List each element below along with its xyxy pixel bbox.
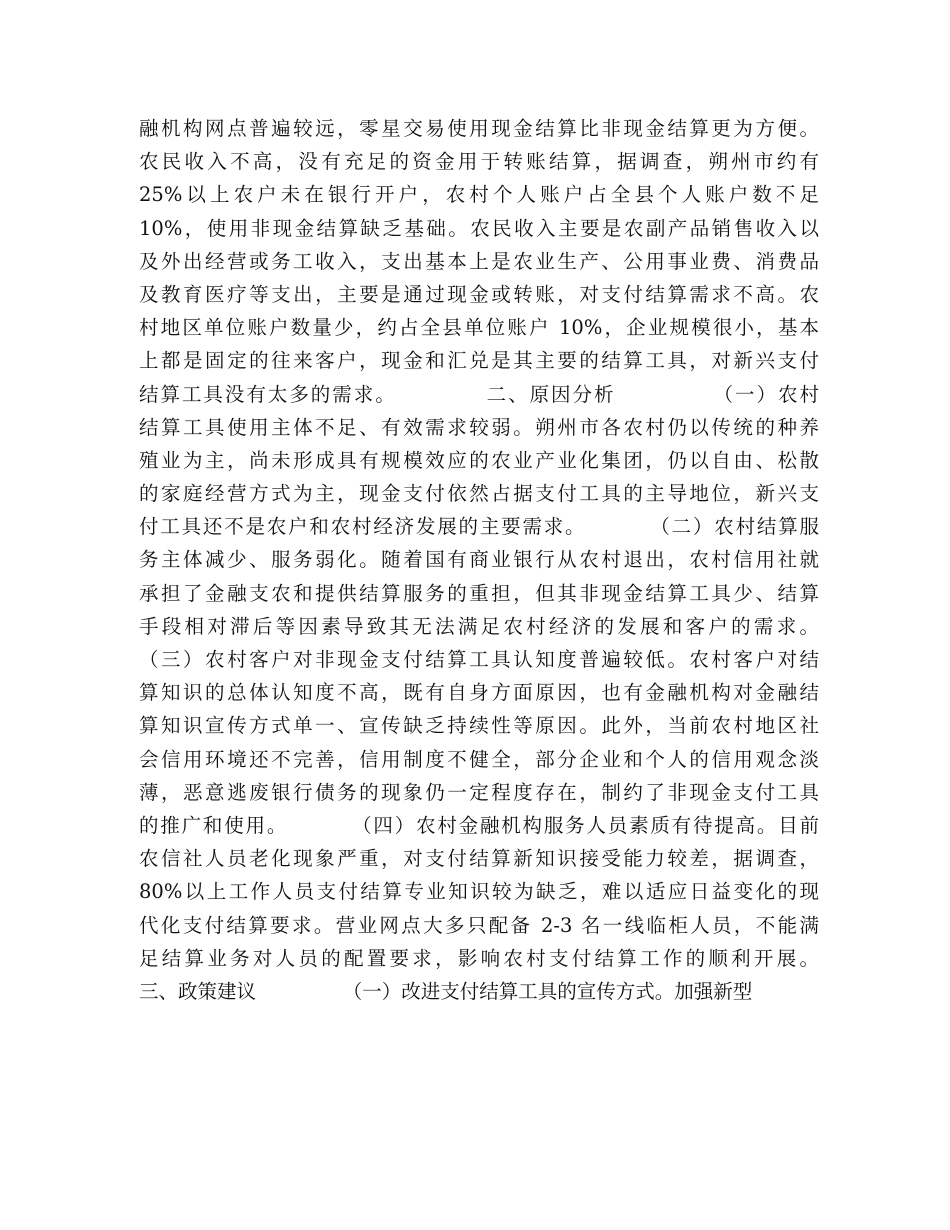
text-line-3: 25%以上农户未在银行开户，农村个人账户占全县个人账户数不足 (139, 183, 819, 207)
text-line-26: 足结算业务对人员的配置要求，影响农村支付结算工作的顺利开展。 (139, 946, 819, 970)
text-line-22: 的推广和使用。 （四）农村金融机构服务人员素质有待提高。目前 (139, 813, 819, 837)
text-line-12: 的家庭经营方式为主，现金支付依然占据支付工具的主导地位，新兴支 (139, 482, 819, 506)
text-line-27: 三、政策建议 （一）改进支付结算工具的宣传方式。加强新型 (139, 979, 753, 1003)
text-line-8: 上都是固定的往来客户，现金和汇兑是其主要的结算工具，对新兴支付 (139, 349, 819, 373)
text-line-13: 付工具还不是农户和农村经济发展的主要需求。 （二）农村结算服 (139, 515, 819, 539)
text-line-24: 80%以上工作人员支付结算专业知识较为缺乏，难以适应日益变化的现 (139, 880, 819, 904)
text-line-14: 务主体减少、服务弱化。随着国有商业银行从农村退出，农村信用社就 (139, 548, 819, 572)
text-line-5: 及外出经营或务工收入，支出基本上是农业生产、公用事业费、消费品 (139, 249, 819, 273)
text-line-25: 代化支付结算要求。营业网点大多只配备 2-3 名一线临柜人员，不能满 (139, 913, 819, 937)
text-line-17: （三）农村客户对非现金支付结算工具认知度普遍较低。农村客户对结 (139, 648, 819, 671)
text-line-18: 算知识的总体认知度不高，既有自身方面原因，也有金融机构对金融结 (139, 681, 819, 705)
text-line-23: 农信社人员老化现象严重，对支付结算新知识接受能力较差，据调查， (139, 847, 819, 871)
text-line-1: 融机构网点普遍较远，零星交易使用现金结算比非现金结算更为方便。 (139, 117, 819, 140)
text-line-16: 手段相对滞后等因素导致其无法满足农村经济的发展和客户的需求。 (139, 614, 819, 638)
body-text (139, 112, 819, 1008)
text-line-21: 薄，恶意逃废银行债务的现象仍一定程度存在，制约了非现金支付工具 (139, 780, 819, 804)
text-line-4: 10%，使用非现金结算缺乏基础。农民收入主要是农副产品销售收入以 (139, 216, 819, 240)
text-line-20: 会信用环境还不完善，信用制度不健全，部分企业和个人的信用观念淡 (139, 747, 819, 771)
text-line-19: 算知识宣传方式单一、宣传缺乏持续性等原因。此外，当前农村地区社 (139, 714, 819, 738)
text-line-15: 承担了金融支农和提供结算服务的重担，但其非现金结算工具少、结算 (139, 581, 819, 605)
text-line-10: 结算工具使用主体不足、有效需求较弱。朔州市各农村仍以传统的种养 (139, 415, 819, 439)
text-line-7: 村地区单位账户数量少，约占全县单位账户 10%，企业规模很小，基本 (139, 316, 819, 340)
text-line-9: 结算工具没有太多的需求。 二、原因分析 （一）农村 (139, 382, 819, 406)
text-line-2: 农民收入不高，没有充足的资金用于转账结算，据调查，朔州市约有 (139, 150, 819, 174)
text-line-6: 及教育医疗等支出，主要是通过现金或转账，对支付结算需求不高。农 (139, 282, 819, 306)
text-line-11: 殖业为主，尚未形成具有规模效应的农业产业化集团，仍以自由、松散 (139, 448, 819, 472)
